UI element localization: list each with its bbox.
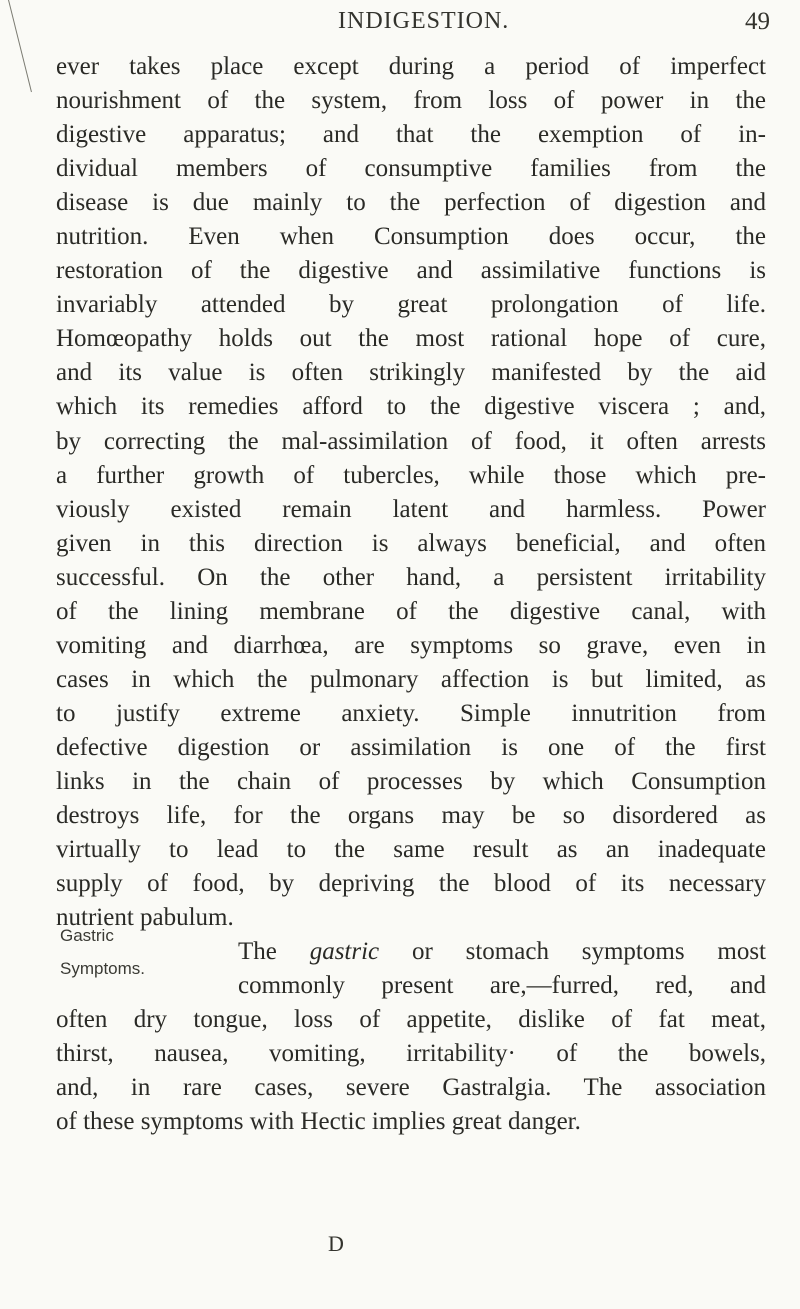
text-line: a further growth of tubercles, while those which pre- [56, 461, 766, 489]
text-line: to justify extreme anxiety. Simple innutrition from [56, 699, 766, 727]
text-line: given in this direction is always beneficial, and often [56, 529, 766, 557]
text-run: The [238, 938, 310, 966]
text-line: Homœopathy holds out the most rational hope of cure, [56, 325, 766, 353]
text-line: defective digestion or assimilation is one of the first [56, 733, 766, 761]
signature-mark: D [328, 1231, 344, 1256]
paragraph-1 [56, 50, 766, 935]
marginal-note-line: Gastric [60, 926, 114, 945]
body-text [56, 50, 766, 1140]
text-line: nutrient pabulum. [56, 904, 234, 932]
text-line: restoration of the digestive and assimilative functions is [56, 257, 766, 285]
running-head: INDIGESTION. [338, 8, 510, 34]
text-line: cases in which the pulmonary affection is but limited, as [56, 665, 766, 693]
page-edge-line [8, 0, 32, 92]
text-line: vomiting and diarrhœa, are symptoms so grave, even in [56, 631, 766, 659]
text-line: virtually to lead to the same result as an inadequate [56, 836, 766, 864]
text-line: commonly present are,—furred, red, and [238, 972, 766, 1000]
text-line: dividual members of consumptive families from the [56, 155, 766, 183]
text-line: of the lining membrane of the digestive canal, with [56, 597, 766, 625]
text-line: and, in rare cases, severe Gastralgia. The association [56, 1074, 766, 1102]
text-line: by correcting the mal-assimilation of food, it often arrests [56, 427, 766, 455]
text-line: of these symptoms with Hectic implies great danger. [56, 1108, 581, 1136]
text-run: or stomach symptoms most [379, 938, 766, 966]
text-line [56, 935, 766, 969]
text-line: links in the chain of processes by which Consumption [56, 767, 766, 795]
text-line: thirst, nausea, vomiting, irritability· of the bowels, [56, 1040, 766, 1068]
text-line: digestive apparatus; and that the exemption of in- [56, 121, 766, 149]
paragraph-2 [56, 935, 766, 1139]
text-line: nourishment of the system, from loss of power in the [56, 87, 766, 115]
text-line: often dry tongue, loss of appetite, dislike of fat meat, [56, 1006, 766, 1034]
text-line: nutrition. Even when Consumption does occur, the [56, 223, 766, 251]
text-line: which its remedies afford to the digestive viscera ; and, [56, 393, 766, 421]
text-line: ever takes place except during a period of imperfect [56, 53, 766, 80]
italic-term: gastric [309, 938, 380, 966]
text-line: disease is due mainly to the perfection of digestion and [56, 189, 766, 217]
marginal-note-line: Symptoms. [60, 959, 146, 978]
text-line: destroys life, for the organs may be so disordered as [56, 802, 766, 830]
text-line: successful. On the other hand, a persistent irritability [56, 563, 766, 591]
text-line: and its value is often strikingly manifested by the aid [56, 359, 766, 387]
page-header [338, 8, 770, 42]
page-number: 49 [745, 8, 770, 35]
text-line: viously existed remain latent and harmless. Power [56, 495, 766, 523]
text-line: invariably attended by great prolongation of life. [56, 291, 766, 319]
text-line: supply of food, by depriving the blood of its necessary [56, 870, 766, 898]
marginal-note [60, 926, 145, 978]
